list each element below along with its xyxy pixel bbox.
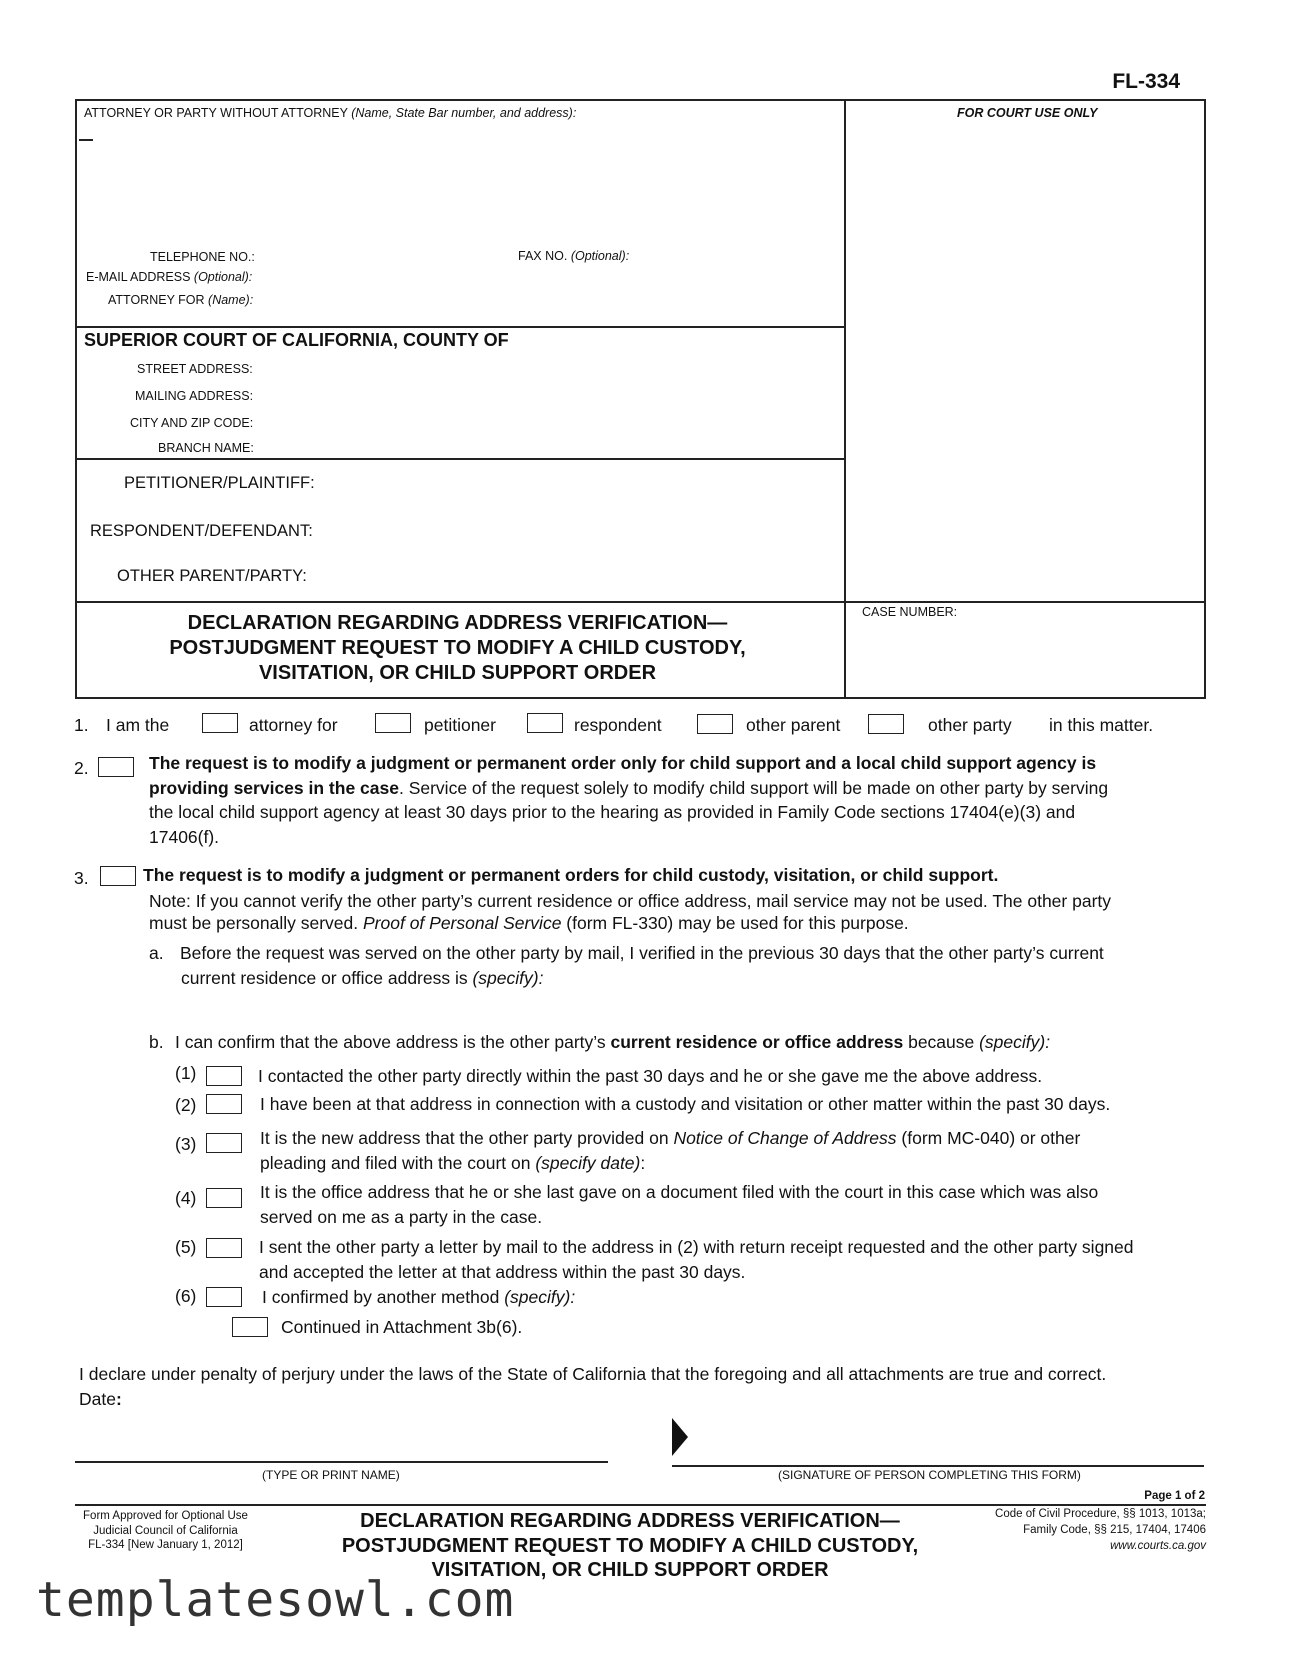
attorney-label: ATTORNEY OR PARTY WITHOUT ATTORNEY (Name, State Bar number, and address): (84, 106, 577, 120)
form-number: FL-334 (1112, 70, 1180, 93)
item2-line1: The request is to modify a judgment or permanent order only for child support and a local child support agency is (149, 753, 1097, 773)
item1-lead: I am the (106, 715, 170, 735)
item3-note-line2: must be personally served. Proof of Personal Service (form FL-330) may be used for this purpose. (149, 913, 909, 933)
petitioner-label: PETITIONER/PLAINTIFF: (124, 474, 315, 492)
date-label: Date: (79, 1389, 122, 1409)
sub3-checkbox[interactable] (206, 1133, 242, 1153)
divider-court (75, 458, 846, 460)
watermark-text: templatesowl.com (36, 1572, 515, 1628)
sub2-number: (2) (175, 1095, 197, 1115)
other-parent-option: other parent (746, 715, 841, 735)
sub4-line2: served on me as a party in the case. (260, 1207, 543, 1227)
sub6-checkbox[interactable] (206, 1287, 242, 1307)
sub5-checkbox[interactable] (206, 1238, 242, 1258)
item2-line2: providing services in the case. Service of the request solely to modify child support will be made on other party by serving (149, 778, 1109, 798)
item3-checkbox[interactable] (100, 866, 136, 886)
petitioner-checkbox[interactable] (375, 713, 411, 733)
mailing-address-label: MAILING ADDRESS: (135, 389, 254, 403)
other-parent-checkbox[interactable] (697, 714, 733, 734)
footer-left: Form Approved for Optional Use Judicial Council of California FL-334 [New January 1, 2012] (83, 1510, 248, 1551)
sub4-number: (4) (175, 1188, 197, 1208)
sub5-number: (5) (175, 1237, 197, 1257)
other-party-label: OTHER PARENT/PARTY: (117, 567, 307, 585)
item3-heading: The request is to modify a judgment or permanent orders for child custody, visitation, or child support. (143, 865, 999, 885)
sub3-line2: pleading and filed with the court on (specify date): (260, 1153, 646, 1173)
item3-number: 3. (74, 868, 89, 888)
item3-note-line1: Note: If you cannot verify the other party’s current residence or office address, mail service may not be used. The other party (149, 891, 1112, 911)
sub6-number: (6) (175, 1286, 197, 1306)
divider-attorney (75, 326, 846, 328)
street-address-label: STREET ADDRESS: (137, 362, 253, 376)
attorney-for-label: ATTORNEY FOR (Name): (108, 293, 254, 307)
declaration-text: I declare under penalty of perjury under the laws of the State of California that the foregoing and all attachments are true and correct. (79, 1364, 1107, 1384)
other-party-checkbox[interactable] (868, 714, 904, 734)
sub1-number: (1) (175, 1063, 197, 1083)
sub4-line1: It is the office address that he or she last gave on a document filed with the court in this case which was also (260, 1182, 1099, 1202)
attorney-for-checkbox[interactable] (202, 713, 238, 733)
attorney-mark (79, 139, 93, 141)
item3a-label: a. (149, 943, 164, 963)
item1-tail: in this matter. (1049, 715, 1154, 735)
signature-line (672, 1465, 1204, 1467)
attorney-for-option: attorney for (249, 715, 338, 735)
footer-title: DECLARATION REGARDING ADDRESS VERIFICATION— POSTJUDGMENT REQUEST TO MODIFY A CHILD CUSTODY, VISITATION, OR CHILD SUPPORT ORDER (341, 1510, 919, 1581)
signature-arrow-icon (672, 1418, 688, 1456)
item2-checkbox[interactable] (98, 757, 134, 777)
petitioner-option: petitioner (424, 715, 496, 735)
branch-name-label: BRANCH NAME: (158, 441, 254, 455)
court-title: SUPERIOR COURT OF CALIFORNIA, COUNTY OF (84, 330, 509, 350)
sub4-checkbox[interactable] (206, 1188, 242, 1208)
sub3-line1: It is the new address that the other party provided on Notice of Change of Address (form MC-040) or other (260, 1128, 1081, 1148)
sub6-line1: I confirmed by another method (specify): (262, 1287, 576, 1307)
form-title: DECLARATION REGARDING ADDRESS VERIFICATION— POSTJUDGMENT REQUEST TO MODIFY A CHILD CUSTODY, VISITATION, OR CHILD SUPPORT ORDER (169, 612, 746, 684)
other-party-option: other party (928, 715, 1012, 735)
respondent-option: respondent (574, 715, 662, 735)
page-number: Page 1 of 2 (1144, 1490, 1205, 1502)
divider-parties (75, 601, 1206, 603)
item3a-line1: Before the request was served on the other party by mail, I verified in the previous 30 days that the other party’s current (180, 943, 1104, 963)
email-label: E-MAIL ADDRESS (Optional): (86, 270, 253, 284)
case-number-label: CASE NUMBER: (862, 605, 958, 619)
item1-number: 1. (74, 715, 89, 735)
telephone-label: TELEPHONE NO.: (150, 250, 255, 264)
sub5-line2: and accepted the letter at that address within the past 30 days. (259, 1262, 746, 1282)
respondent-label: RESPONDENT/DEFENDANT: (90, 522, 313, 540)
respondent-checkbox[interactable] (527, 713, 563, 733)
item3b-text: I can confirm that the above address is the other party’s current residence or office address because (specify): (175, 1032, 1051, 1052)
sub3-number: (3) (175, 1134, 197, 1154)
sub2-checkbox[interactable] (206, 1094, 242, 1114)
item3a-line2: current residence or office address is (specify): (181, 968, 544, 988)
sub5-line1: I sent the other party a letter by mail to the address in (2) with return receipt requested and the other party signed (259, 1237, 1134, 1257)
item2-line4: 17406(f). (149, 827, 220, 847)
court-use-label: FOR COURT USE ONLY (957, 106, 1098, 120)
item3b-label: b. (149, 1032, 164, 1052)
continued-label: Continued in Attachment 3b(6). (281, 1317, 523, 1337)
item2-line3: the local child support agency at least 30 days prior to the hearing as provided in Family Code sections 17404(e)(3) and (149, 802, 1076, 822)
city-zip-label: CITY AND ZIP CODE: (130, 416, 254, 430)
print-name-label: (TYPE OR PRINT NAME) (262, 1468, 400, 1482)
sub1-text: I contacted the other party directly within the past 30 days and he or she gave me the above address. (258, 1066, 1043, 1086)
item2-number: 2. (74, 758, 89, 778)
signature-label: (SIGNATURE OF PERSON COMPLETING THIS FORM) (778, 1468, 1081, 1482)
sub2-text: I have been at that address in connection with a custody and visitation or other matter within the past 30 days. (260, 1094, 1111, 1114)
sub1-checkbox[interactable] (206, 1066, 242, 1086)
print-name-line (75, 1461, 608, 1463)
continued-checkbox[interactable] (232, 1317, 268, 1337)
footer-right: Code of Civil Procedure, §§ 1013, 1013a; Family Code, §§ 215, 17404, 17406 www.courts.ca.gov (995, 1508, 1206, 1552)
fax-label: FAX NO. (Optional): (518, 249, 630, 263)
